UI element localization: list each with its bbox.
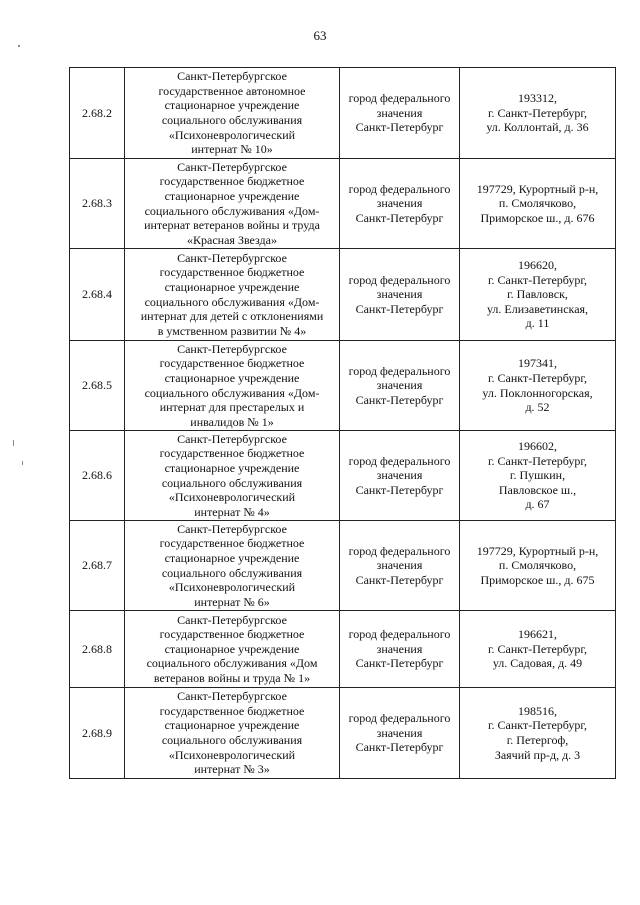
institution-address: 196621, г. Санкт-Петербург, ул. Садовая, д. 49 bbox=[460, 611, 616, 688]
subject-status: город федерального значения Санкт-Петербург bbox=[340, 249, 460, 341]
row-code: 2.68.5 bbox=[70, 341, 125, 431]
subject-status: город федерального значения Санкт-Петербург bbox=[340, 159, 460, 249]
institution-name: Санкт-Петербургское государственное автономное стационарное учреждение социального обслуживания «Психоневрологический интернат № 10» bbox=[125, 68, 340, 159]
table-row bbox=[70, 159, 616, 249]
institution-name: Санкт-Петербургское государственное бюджетное стационарное учреждение социального обслуживания «Психоневрологический интернат № 3» bbox=[125, 688, 340, 779]
row-code: 2.68.9 bbox=[70, 688, 125, 779]
row-code: 2.68.7 bbox=[70, 521, 125, 611]
scan-mark bbox=[13, 440, 14, 446]
subject-status: город федерального значения Санкт-Петербург bbox=[340, 688, 460, 779]
institution-name: Санкт-Петербургское государственное бюджетное стационарное учреждение социального обслуживания «Дом- интернат ветеранов войны и труда «Красная Звезда» bbox=[125, 159, 340, 249]
institution-name: Санкт-Петербургское государственное бюджетное стационарное учреждение социального обслуживания «Дом- интернат для престарелых и инвалидов № 1» bbox=[125, 341, 340, 431]
institution-address: 197729, Курортный р-н, п. Смолячково, Приморское ш., д. 676 bbox=[460, 159, 616, 249]
row-code: 2.68.8 bbox=[70, 611, 125, 688]
institution-address: 193312, г. Санкт-Петербург, ул. Коллонтай, д. 36 bbox=[460, 68, 616, 159]
institutions-table bbox=[69, 67, 616, 779]
subject-status: город федерального значения Санкт-Петербург bbox=[340, 68, 460, 159]
row-code: 2.68.6 bbox=[70, 431, 125, 521]
row-code: 2.68.4 bbox=[70, 249, 125, 341]
institution-address: 197341, г. Санкт-Петербург, ул. Поклонногорская, д. 52 bbox=[460, 341, 616, 431]
institution-name: Санкт-Петербургское государственное бюджетное стационарное учреждение социального обслуживания «Психоневрологический интернат № 4» bbox=[125, 431, 340, 521]
institution-address: 197729, Курортный р-н, п. Смолячково, Приморское ш., д. 675 bbox=[460, 521, 616, 611]
page-number: 63 bbox=[313, 28, 327, 43]
table-row bbox=[70, 611, 616, 688]
subject-status: город федерального значения Санкт-Петербург bbox=[340, 431, 460, 521]
institution-address: 198516, г. Санкт-Петербург, г. Петергоф, Заячий пр-д, д. 3 bbox=[460, 688, 616, 779]
table-row bbox=[70, 341, 616, 431]
row-code: 2.68.2 bbox=[70, 68, 125, 159]
institution-address: 196602, г. Санкт-Петербург, г. Пушкин, Павловское ш., д. 67 bbox=[460, 431, 616, 521]
subject-status: город федерального значения Санкт-Петербург bbox=[340, 521, 460, 611]
row-code: 2.68.3 bbox=[70, 159, 125, 249]
table-row bbox=[70, 249, 616, 341]
institution-name: Санкт-Петербургское государственное бюджетное стационарное учреждение социального обслуживания «Дом- интернат для детей с отклонениями в умственном развитии № 4» bbox=[125, 249, 340, 341]
table-row bbox=[70, 688, 616, 779]
table-row bbox=[70, 521, 616, 611]
institution-address: 196620, г. Санкт-Петербург, г. Павловск, ул. Елизаветинская, д. 11 bbox=[460, 249, 616, 341]
table-row bbox=[70, 431, 616, 521]
institution-name: Санкт-Петербургское государственное бюджетное стационарное учреждение социального обслуживания «Психоневрологический интернат № 6» bbox=[125, 521, 340, 611]
scan-mark bbox=[18, 45, 20, 47]
subject-status: город федерального значения Санкт-Петербург bbox=[340, 341, 460, 431]
table-row bbox=[70, 68, 616, 159]
institution-name: Санкт-Петербургское государственное бюджетное стационарное учреждение социального обслуживания «Дом ветеранов войны и труда № 1» bbox=[125, 611, 340, 688]
subject-status: город федерального значения Санкт-Петербург bbox=[340, 611, 460, 688]
scan-mark bbox=[22, 461, 23, 465]
